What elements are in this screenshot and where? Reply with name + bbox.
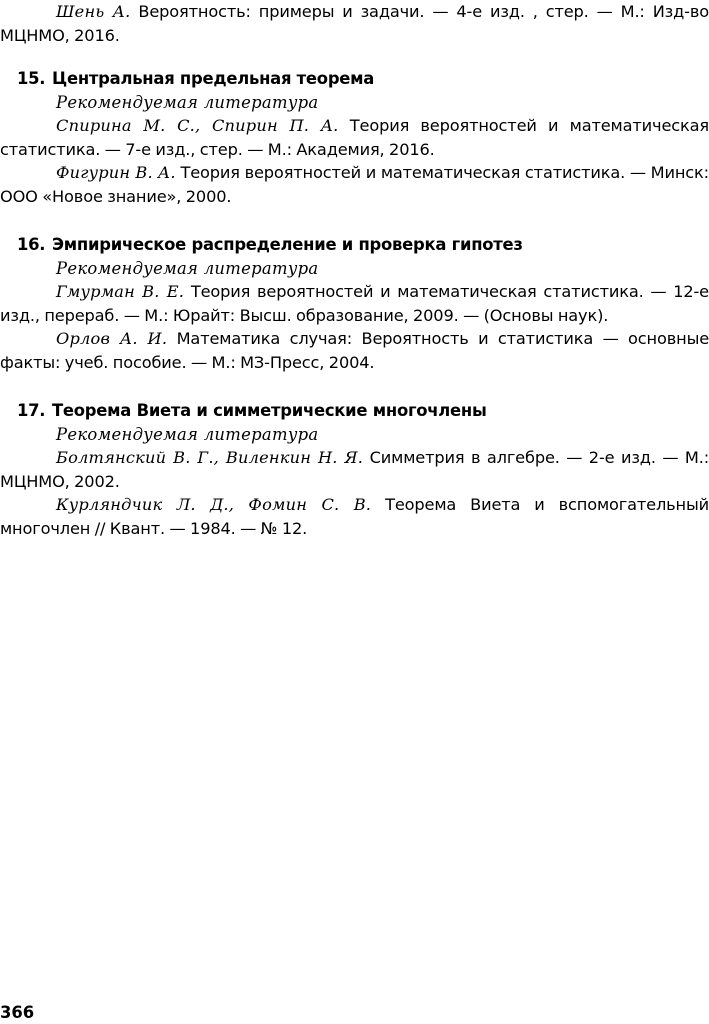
- section-title: Центральная предельная теорема: [52, 69, 375, 88]
- section-number: 15.: [17, 69, 46, 88]
- section-number: 17.: [17, 401, 46, 420]
- recommended-literature-label: Рекомендуемая литература: [56, 424, 319, 444]
- entry-description: Теория вероятностей и математическая статистика. — 12-е изд., перераб. — М.: Юрайт: Высш. образование, 2009. — (Основы наук).: [0, 282, 709, 325]
- section-heading: [0, 399, 709, 423]
- section-heading: [0, 67, 709, 91]
- entry-description: Вероятность: примеры и задачи. — 4-е изд. , стер. — М.: Изд-во МЦНМО, 2016.: [0, 2, 709, 45]
- entry-author: Курляндчик Л. Д., Фомин С. В.: [56, 495, 372, 514]
- bibliography-entry: [0, 161, 709, 208]
- section-number: 16.: [17, 235, 46, 254]
- entry-description: Теорема Виета и вспомогательный многочлен // Квант. — 1984. — № 12.: [0, 495, 709, 538]
- entry-description: Теория вероятностей и математическая статистика. — 7-е изд., стер. — М.: Академия, 2016.: [0, 116, 709, 159]
- bibliography-entry: [0, 280, 709, 327]
- entry-author: Шень А.: [56, 2, 131, 21]
- bibliography-entry: [0, 327, 709, 374]
- entry-description: Теория вероятностей и математическая статистика. — Минск: ООО «Новое знание», 2000.: [0, 163, 709, 206]
- entry-author: Орлов А. И.: [56, 329, 168, 348]
- section-17: [0, 399, 709, 540]
- entry-author: Гмурман В. Е.: [56, 282, 185, 301]
- section-heading: [0, 233, 709, 257]
- entry-author: Болтянский В. Г., Виленкин Н. Я.: [56, 448, 364, 467]
- section-15: [0, 67, 709, 208]
- page-number: 366: [0, 1003, 35, 1022]
- section-16: [0, 233, 709, 374]
- section-title: Теорема Виета и симметрические многочлены: [52, 401, 487, 420]
- entry-text: [0, 0, 709, 47]
- entry-author: Фигурин В. А.: [56, 163, 176, 182]
- section-title: Эмпирическое распределение и проверка гипотез: [52, 235, 523, 254]
- bibliography-entry: [0, 0, 709, 47]
- bibliography-entry: [0, 493, 709, 540]
- entry-description: Математика случая: Вероятность и статистика — основные факты: учеб. пособие. — М.: МЗ-Пресс, 2004.: [0, 329, 709, 372]
- recommended-literature-label: Рекомендуемая литература: [56, 92, 319, 112]
- recommended-literature-label: Рекомендуемая литература: [56, 258, 319, 278]
- entry-description: Симметрия в алгебре. — 2-е изд. — М.: МЦНМО, 2002.: [0, 448, 709, 491]
- entry-author: Спирина М. С., Спирин П. А.: [56, 116, 339, 135]
- bibliography-entry: [0, 114, 709, 161]
- bibliography-entry: [0, 446, 709, 493]
